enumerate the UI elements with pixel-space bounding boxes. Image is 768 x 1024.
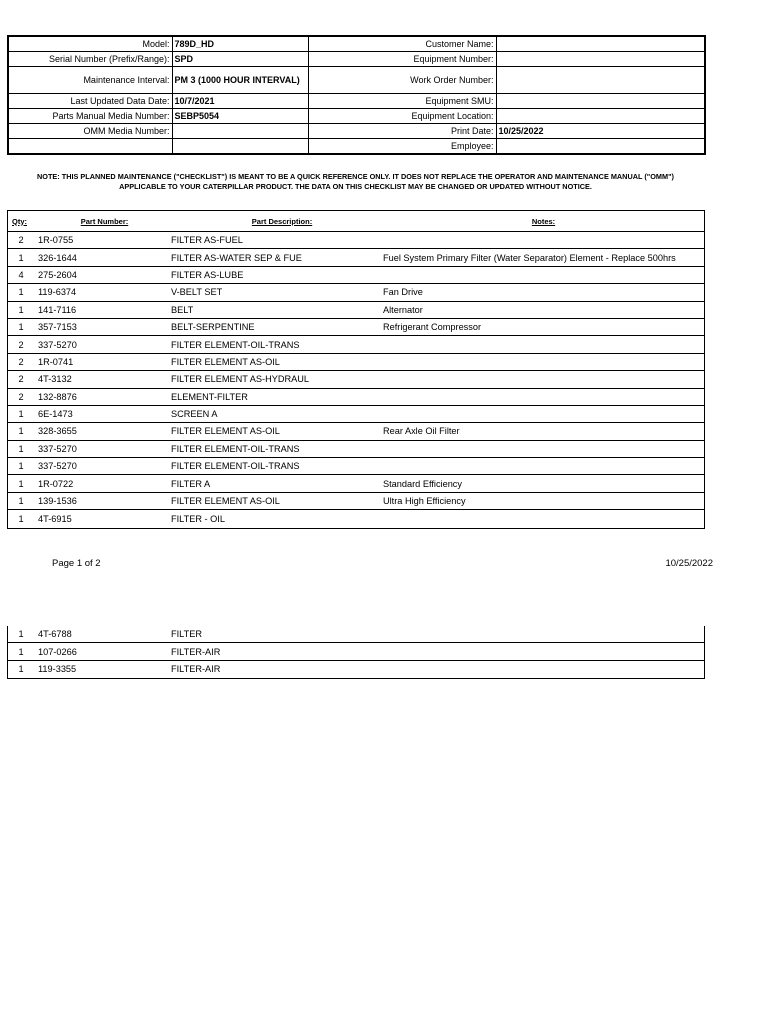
table-row [8,249,704,266]
disclaimer-line-2: APPLICABLE TO YOUR CATERPILLAR PRODUCT. THE DATA ON THIS CHECKLIST MAY BE CHANGED OR UPDATED WITHOUT NOTICE. [119,182,592,191]
equipment-smu-value [496,94,705,109]
part-number-cell: 139-1536 [38,496,77,507]
qty-cell: 2 [18,235,24,246]
table-row [8,458,704,475]
qty-cell: 1 [18,287,24,298]
table-row [8,493,704,510]
notes-cell: Rear Axle Oil Filter [383,426,460,437]
table-row [8,510,704,527]
equipment-number-value [496,52,705,67]
notes-cell: Fan Drive [383,287,423,298]
footer-date: 10/25/2022 [665,558,713,569]
serial-number-value: SPD [172,52,308,67]
table-row [8,354,704,371]
part-description-cell: FILTER AS-WATER SEP & FUE [171,252,302,263]
notes-cell: Ultra High Efficiency [383,496,466,507]
print-date-label: Print Date: [308,124,496,139]
equipment-location-label: Equipment Location: [308,109,496,124]
work-order-number-label: Work Order Number: [308,67,496,94]
part-description-cell: BELT [171,304,194,315]
part-number-cell: 6E-1473 [38,409,73,420]
part-description-cell: FILTER-AIR [171,664,221,675]
qty-cell: 1 [18,443,24,454]
part-description-cell: FILTER - OIL [171,513,225,524]
customer-name-value [496,36,705,52]
qty-cell: 2 [18,391,24,402]
parts-table-header [8,211,704,232]
empty-cell [8,139,172,155]
omm-media-value [172,124,308,139]
table-row [8,336,704,353]
notes-header: Notes: [531,216,556,226]
qty-cell: 1 [18,513,24,524]
equipment-smu-label: Equipment SMU: [308,94,496,109]
part-number-cell: 4T-3132 [38,374,72,385]
table-row [8,626,704,643]
part-description-cell: FILTER ELEMENT AS-HYDRAUL [171,374,310,385]
part-number-cell: 326-1644 [38,252,77,263]
qty-cell: 1 [18,409,24,420]
part-description-header: Part Description: [251,216,313,226]
part-number-cell: 107-0266 [38,646,77,657]
part-number-cell: 328-3655 [38,426,77,437]
part-description-cell: ELEMENT-FILTER [171,391,248,402]
table-row [8,267,704,284]
employee-value [496,139,705,155]
part-number-cell: 337-5270 [38,339,77,350]
qty-cell: 4 [18,269,24,280]
serial-number-label: Serial Number (Prefix/Range): [8,52,172,67]
table-row [8,475,704,492]
equipment-number-label: Equipment Number: [308,52,496,67]
equipment-location-value [496,109,705,124]
part-description-cell: FILTER [171,629,202,640]
part-description-cell: SCREEN A [171,409,218,420]
qty-cell: 1 [18,252,24,263]
qty-cell: 1 [18,478,24,489]
qty-cell: 2 [18,374,24,385]
part-number-cell: 337-5270 [38,461,77,472]
qty-header: Qty: [12,216,27,226]
part-description-cell: FILTER-AIR [171,646,221,657]
notes-cell: Refrigerant Compressor [383,322,482,333]
table-row [8,232,704,249]
table-row [8,441,704,458]
part-number-cell: 357-7153 [38,322,77,333]
part-number-cell: 1R-0722 [38,478,74,489]
part-description-cell: FILTER ELEMENT AS-OIL [171,496,280,507]
part-description-cell: FILTER ELEMENT-OIL-TRANS [171,461,300,472]
part-description-cell: FILTER A [171,478,211,489]
customer-name-label: Customer Name: [308,36,496,52]
part-number-header: Part Number: [80,216,129,226]
table-row [8,302,704,319]
table-row [8,284,704,301]
notes-cell: Alternator [383,304,423,315]
last-updated-label: Last Updated Data Date: [8,94,172,109]
maintenance-interval-label: Maintenance Interval: [8,67,172,94]
omm-media-label: OMM Media Number: [8,124,172,139]
part-number-cell: 1R-0741 [38,356,74,367]
notes-cell: Fuel System Primary Filter (Water Separator) Element - Replace 500hrs [383,252,676,263]
qty-cell: 1 [18,322,24,333]
qty-cell: 1 [18,426,24,437]
notes-cell: Standard Efficiency [383,478,462,489]
part-description-cell: FILTER AS-FUEL [171,235,243,246]
table-row [8,371,704,388]
qty-cell: 1 [18,664,24,675]
parts-table [7,210,705,529]
table-row [8,406,704,423]
part-number-cell: 132-8876 [38,391,77,402]
part-description-cell: FILTER ELEMENT AS-OIL [171,426,280,437]
part-description-cell: FILTER ELEMENT-OIL-TRANS [171,443,300,454]
page-number: Page 1 of 2 [52,558,101,569]
last-updated-value: 10/7/2021 [172,94,308,109]
table-row [8,661,704,678]
empty-cell [172,139,308,155]
employee-label: Employee: [308,139,496,155]
equipment-info-table [7,35,706,155]
part-number-cell: 337-5270 [38,443,77,454]
parts-manual-value: SEBP5054 [172,109,308,124]
qty-cell: 1 [18,461,24,472]
table-row [8,389,704,406]
part-number-cell: 119-3355 [38,664,77,675]
table-row [8,643,704,660]
maintenance-interval-value: PM 3 (1000 HOUR INTERVAL) [172,67,308,94]
part-number-cell: 119-6374 [38,287,77,298]
part-number-cell: 141-7116 [38,304,77,315]
print-date-value: 10/25/2022 [496,124,705,139]
work-order-number-value [496,67,705,94]
part-description-cell: V-BELT SET [171,287,223,298]
part-description-cell: FILTER AS-LUBE [171,269,244,280]
part-description-cell: FILTER ELEMENT AS-OIL [171,356,280,367]
part-number-cell: 4T-6915 [38,513,72,524]
qty-cell: 2 [18,339,24,350]
part-number-cell: 1R-0755 [38,235,74,246]
table-row [8,319,704,336]
disclaimer-line-1: NOTE: THIS PLANNED MAINTENANCE ("CHECKLIST") IS MEANT TO BE A QUICK REFERENCE ONLY. IT DOES NOT REPLACE THE OPERATOR AND MAINTENANCE MANUAL ("OMM") [37,172,674,181]
qty-cell: 1 [18,646,24,657]
part-description-cell: FILTER ELEMENT-OIL-TRANS [171,339,300,350]
part-description-cell: BELT-SERPENTINE [171,322,255,333]
qty-cell: 1 [18,496,24,507]
part-number-cell: 275-2604 [38,269,77,280]
table-row [8,423,704,440]
parts-table-continued [7,626,705,679]
disclaimer-note [7,172,704,192]
qty-cell: 1 [18,304,24,315]
qty-cell: 1 [18,629,24,640]
part-number-cell: 4T-6788 [38,629,72,640]
parts-manual-label: Parts Manual Media Number: [8,109,172,124]
qty-cell: 2 [18,356,24,367]
model-value: 789D_HD [172,36,308,52]
model-label: Model: [8,36,172,52]
